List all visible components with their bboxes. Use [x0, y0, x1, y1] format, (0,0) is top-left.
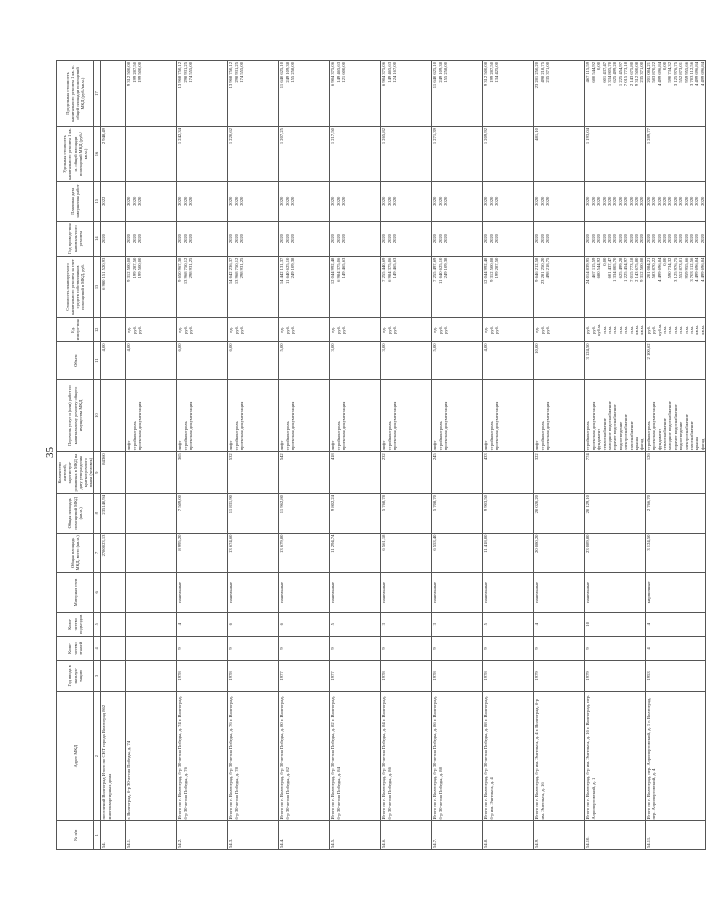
row-costs: 7 255 440,69 6 984 375,06 149 465,63	[381, 256, 432, 318]
row-residents: 433	[483, 452, 534, 494]
column-header: Плановая дата завершения работ	[57, 182, 94, 222]
row-unit-cost: 1 220,62	[228, 127, 279, 182]
row-entrances: 3	[381, 612, 432, 636]
row-end-dates: 2020 2020 2020	[483, 182, 534, 222]
row-costs: 201 084,21 583 870,22 4 499 696,84 0,00 590 734,32 3 125 976,75 552 873,01 959 955,66 3 703 112,56 4 499 696,84 4 499 696,84	[645, 256, 705, 318]
row-units: ед. руб. руб.	[177, 318, 228, 342]
row-works: лифт стройконтроль проектная документация	[228, 379, 279, 452]
row-units: ед. руб. руб.	[126, 318, 177, 342]
row-years: 2020 2020 2020	[432, 221, 483, 256]
row-limit-costs: 467 115,59 680 544,92 0,00 601 437,47 1 334 805,70 625 499,28 1 225 454,97 7 015 773,18 2 143 675,80 9 312 500,08 235 371,00	[585, 61, 645, 127]
row-total-area: 23 089,80	[585, 533, 645, 573]
row-end-dates: 2020 2020 2020 2020 2020 2020 2020 2020 2020 2020 2020	[585, 182, 645, 222]
row-year: 1978	[228, 661, 279, 692]
row-floors: 9	[177, 636, 228, 660]
row-residents: 542	[279, 452, 330, 494]
column-number: 7	[94, 533, 101, 573]
column-header: Год ввода в эксплуа-тацию	[57, 661, 94, 692]
row-floors	[126, 636, 177, 660]
row-works: стройконтроль проектная документация фундамент теплоснабжение холодное водоснабжение горячее водоснабжение водоотведение электроснабжение газоснабжение крыша фасад	[585, 379, 645, 452]
row-years: 2020 2020 2020	[534, 221, 585, 256]
row-volume: 2 100,62	[645, 342, 705, 379]
row-material	[126, 573, 177, 613]
table-row	[534, 61, 585, 850]
row-limit-costs: 13 968 750,12 298 931,25 174 555,00	[177, 61, 228, 127]
group-living-area: 235140,94	[101, 494, 126, 534]
column-number: 16	[94, 127, 101, 182]
row-living-area: 11 831,90	[228, 494, 279, 534]
row-unit-cost: 1 242,34	[177, 127, 228, 182]
row-units: ед. руб. руб.	[483, 318, 534, 342]
row-year: 1979	[585, 661, 645, 692]
table-row	[126, 61, 177, 850]
row-entrances: 6	[279, 612, 330, 636]
row-costs: 9 312 500,08 199 287,50 199 500,00	[126, 256, 177, 318]
row-units: ед. руб. руб.	[279, 318, 330, 342]
row-year: 1953	[645, 661, 705, 692]
column-header: Предельная стоимость капитального ремонта 1 кв. м. общей площади помещений МКД (руб./кв.м.)	[57, 61, 94, 127]
row-end-dates: 2020 2020 2020	[534, 182, 585, 222]
row-total-area	[126, 533, 177, 573]
row-total-area: 11 294,74	[330, 533, 381, 573]
row-end-dates: 2020 2020 2020	[432, 182, 483, 222]
row-costs: 14 442 131,37 11 640 625,10 249 109,38	[279, 256, 330, 318]
repair-plan-table	[56, 60, 706, 850]
row-works: стройконтроль проектная документация фундамент теплоснабжение холодное водоснабжение горячее водоснабжение водоотведение электроснабжение газоснабжение крыша фасад	[645, 379, 705, 452]
group-end: 2022	[101, 182, 126, 222]
row-entrances	[126, 612, 177, 636]
row-end-dates: 2020 2020 2020	[126, 182, 177, 222]
row-address: Итого по г. Волгоград, б-р 30-летия Победы, д. 74 г. Волгоград, б-р 30-летия Победы, д. 76	[177, 691, 228, 821]
row-num: 54.6.	[381, 821, 432, 850]
group-residents: 84360	[101, 452, 126, 494]
row-end-dates: 2020 2020 2020	[177, 182, 228, 222]
row-years: 2020 2020 2020	[483, 221, 534, 256]
row-limit-costs: 23 281 250,20 498 218,75 235 371,00	[534, 61, 585, 127]
row-unit-cost: 1 271,39	[432, 127, 483, 182]
row-years: 2020 2020 2020	[228, 221, 279, 256]
column-header: Перечень услуг и (или) работ по капитальному ремонту общего имущества МКД	[57, 379, 94, 452]
column-header: № п/п	[57, 821, 94, 850]
column-header: Ед. измере-ния	[57, 318, 94, 342]
group-year: 2020	[101, 221, 126, 256]
row-units: руб. руб. куб.м. п.м. п.м. п.м. п.м. п.м. п.м. кв.м. кв.м.	[645, 318, 705, 342]
row-unit-cost: 1 209,92	[483, 127, 534, 182]
row-limit-costs: 6 984 375,06 149 465,63 121 600,00	[330, 61, 381, 127]
row-num: 54.10.	[585, 821, 645, 850]
column-number: 6	[94, 573, 101, 613]
row-living-area: 20 020,20	[534, 494, 585, 534]
row-floors: 9	[279, 636, 330, 660]
row-residents: 365	[177, 452, 228, 494]
row-works: лифт стройконтроль проектная документация	[534, 379, 585, 452]
row-material: панельные	[585, 573, 645, 613]
row-volume: 3,00	[381, 342, 432, 379]
row-volume: 10,00	[534, 342, 585, 379]
row-units: ед. руб. руб.	[228, 318, 279, 342]
row-residents: 774	[585, 452, 645, 494]
group-address: поселений Волгоград Итого по СНТ города Волгоград 862 многоквартирных дома	[101, 691, 126, 821]
column-header: Год проведе-ния капиталь-ного ремонта	[57, 221, 94, 256]
row-num: 54.4.	[279, 821, 330, 850]
row-limit-costs: 9 312 500,08 199 287,50 134 425,00	[483, 61, 534, 127]
row-years: 2020 2020 2020	[381, 221, 432, 256]
row-address: Итого по г. Волгоград, б-р 30-летия Победы, д. 88 г. Волгоград, б-р им. Энгельса, д. 4	[483, 691, 534, 821]
row-num: 54.3.	[228, 821, 279, 850]
page-number: 35	[44, 447, 56, 458]
column-header: Удельная стоимость капитального ремонта 1 кв. м. общей площади помещений МКД (руб./кв.м.)	[57, 127, 94, 182]
row-residents	[126, 452, 177, 494]
group-num: 54.	[101, 821, 126, 850]
row-units: ед. руб. руб.	[534, 318, 585, 342]
row-address: Итого по г. Волгоград, б-р 30-летия Победы, д. 84 г. Волгоград, б-р 30-летия Победы, д. 86	[381, 691, 432, 821]
row-works: лифт стройконтроль проектная документация	[330, 379, 381, 452]
row-units: руб. руб. куб.м. п.м. п.м. п.м. п.м. п.м. п.м. кв.м. кв.м.	[585, 318, 645, 342]
column-number: 2	[94, 691, 101, 821]
row-entrances: 5	[330, 612, 381, 636]
row-entrances: 6	[228, 612, 279, 636]
row-costs: 24 014 839,95 467 115,59 680 544,92 0,00 601 437,47 1 334 805,70 625 499,28 1 225 454,97 7 015 773,18 2 143 675,80 9 312 500,08	[585, 256, 645, 318]
column-header: Коли-чество подъездов	[57, 612, 94, 636]
row-living-area: 9 903,50	[483, 494, 534, 534]
row-unit-cost	[126, 127, 177, 182]
row-address: Итого по г. Волгоград, б-р 30-летия Победы, д. 82 г. Волгоград, б-р 30-летия Победы, д. 84	[330, 691, 381, 821]
row-residents: 532	[228, 452, 279, 494]
group-total-area: 2780023,13	[101, 533, 126, 573]
row-year: 1978	[381, 661, 432, 692]
row-end-dates: 2020 2020 2020	[330, 182, 381, 222]
row-residents: 126	[645, 452, 705, 494]
column-header: Стоимость планируемого капитального ремонта за счет средств собственников помещений в МКД, руб.	[57, 256, 94, 318]
table-row	[381, 61, 432, 850]
row-years: 2020 2020 2020	[330, 221, 381, 256]
table-row	[432, 61, 483, 850]
row-costs: 12 044 992,48 9 312 500,08 199 287,50	[483, 256, 534, 318]
row-floors: 9	[432, 636, 483, 660]
column-number: 5	[94, 612, 101, 636]
row-num: 54.2.	[177, 821, 228, 850]
column-number: 12	[94, 318, 101, 342]
row-floors: 9	[330, 636, 381, 660]
row-end-dates: 2020 2020 2020	[279, 182, 330, 222]
group-volume: 4,00	[101, 342, 126, 379]
column-header: Материал стен	[57, 573, 94, 613]
row-units: ед. руб. руб.	[432, 318, 483, 342]
row-residents: 245	[432, 452, 483, 494]
row-year	[126, 661, 177, 692]
row-volume: 5,00	[279, 342, 330, 379]
column-number: 11	[94, 342, 101, 379]
row-units: ед. руб. руб.	[381, 318, 432, 342]
row-material: панельные	[177, 573, 228, 613]
row-living-area: 7 509,00	[177, 494, 228, 534]
row-volume: 6,00	[177, 342, 228, 379]
row-works: лифт стройконтроль проектная документация	[483, 379, 534, 452]
row-floors: 4	[645, 636, 705, 660]
column-number-row	[94, 61, 101, 850]
row-unit-cost: 1 289,77	[645, 127, 705, 182]
header-row	[57, 61, 94, 850]
row-volume: 5,00	[432, 342, 483, 379]
row-year: 1977	[279, 661, 330, 692]
row-material: панельные	[228, 573, 279, 613]
table-row	[279, 61, 330, 850]
row-costs: 12 044 992,48 6 984 375,06 149 465,63	[330, 256, 381, 318]
row-num: 54.7.	[432, 821, 483, 850]
row-works: лифт стройконтроль проектная документация	[177, 379, 228, 452]
table-row	[177, 61, 228, 850]
row-units: ед. руб. руб.	[330, 318, 381, 342]
column-header: Коли-чество этажей	[57, 636, 94, 660]
row-year: 1977	[330, 661, 381, 692]
column-header: Общая площадь помещений МКД (кв.м.)	[57, 494, 94, 534]
row-num: 54.8.	[483, 821, 534, 850]
column-header: Объем	[57, 342, 94, 379]
row-num: 54.11.	[645, 821, 705, 850]
row-residents: 232	[381, 452, 432, 494]
column-number: 13	[94, 256, 101, 318]
column-number: 1	[94, 821, 101, 850]
row-volume: 6,00	[228, 342, 279, 379]
row-volume: 3 124,50	[585, 342, 645, 379]
row-works: лифт стройконтроль проектная документация	[381, 379, 432, 452]
row-material: панельные	[381, 573, 432, 613]
row-total-area: 13 679,80	[279, 533, 330, 573]
row-end-dates: 2020 2020 2020	[381, 182, 432, 222]
row-floors: 9	[228, 636, 279, 660]
row-end-dates: 2020 2020 2020 2020 2020 2020 2020 2020 2020 2020 2020	[645, 182, 705, 222]
column-number: 17	[94, 61, 101, 127]
row-num: 54.9.	[534, 821, 585, 850]
row-years: 2020 2020 2020	[279, 221, 330, 256]
row-num: 54.1.	[126, 821, 177, 850]
row-limit-costs: 13 968 750,12 298 931,25 174 555,00	[228, 61, 279, 127]
row-floors: 9	[585, 636, 645, 660]
row-entrances: 3	[432, 612, 483, 636]
row-address: Итого по г. Волгоград, б-р им. Энгельса, д. 16 г. Волгоград, пер. Аэропортовский, д. 1	[585, 691, 645, 821]
row-limit-costs: 11 640 625,10 249 109,38 155 258,00	[279, 61, 330, 127]
row-living-area	[126, 494, 177, 534]
table-row	[645, 61, 705, 850]
row-unit-cost: 1 265,82	[381, 127, 432, 182]
row-num: 54.5.	[330, 821, 381, 850]
row-year: 1978	[177, 661, 228, 692]
row-years: 2020 2020 2020 2020 2020 2020 2020 2020 2020 2020 2020	[585, 221, 645, 256]
table-row	[483, 61, 534, 850]
table-row	[585, 61, 645, 850]
table-row	[228, 61, 279, 850]
group-cost: 6 980 151 520,93	[101, 256, 126, 318]
row-total-area: 20 080,20	[534, 533, 585, 573]
row-address: г. Волгоград, б-р 30-летия Победы, д. 74	[126, 691, 177, 821]
row-total-area: 13 674,60	[228, 533, 279, 573]
row-floors: 9	[381, 636, 432, 660]
row-costs: 14 642 236,37 13 968 750,12 298 931,25	[228, 256, 279, 318]
row-entrances: 4	[645, 612, 705, 636]
column-number: 3	[94, 661, 101, 692]
row-address: Итого по г. Волгоград, б-р им. Энгельса, д. 4 г. Волгоград, б-р им. Энгельса, д. 16	[534, 691, 585, 821]
row-entrances: 4	[177, 612, 228, 636]
row-works: лифт стройконтроль проектная документация	[279, 379, 330, 452]
row-years: 2020 2020 2020	[177, 221, 228, 256]
row-floors: 9	[534, 636, 585, 660]
column-number: 8	[94, 494, 101, 534]
row-unit-cost: 481,10	[534, 127, 585, 182]
row-limit-costs: 9 312 500,08 199 287,50 199 500,00	[126, 61, 177, 127]
row-costs: 9 650 967,38 13 968 750,12 298 931,25	[177, 256, 228, 318]
row-material: панельные	[483, 573, 534, 613]
row-works: лифт стройконтроль проектная документация	[432, 379, 483, 452]
group-row	[101, 61, 126, 850]
row-living-area: 5 708,70	[432, 494, 483, 534]
column-header: Общая площадь МКД, всего (кв.м.)	[57, 533, 94, 573]
row-costs: 7 255 497,69 11 640 625,10 249 109,38	[432, 256, 483, 318]
column-number: 15	[94, 182, 101, 222]
row-works: лифт стройконтроль проектная документация	[126, 379, 177, 452]
row-total-area: 6 553,40	[432, 533, 483, 573]
row-unit-cost: 1 207,25	[279, 127, 330, 182]
row-year: 1979	[534, 661, 585, 692]
row-address: Итого по г. Волгоград, б-р 30-летия Победы, д. 80 г. Волгоград, б-р 30-летия Победы, д. 82	[279, 691, 330, 821]
row-residents: 322	[534, 452, 585, 494]
row-limit-costs: 11 640 625,10 249 109,38 155 258,00	[432, 61, 483, 127]
row-material: панельные	[432, 573, 483, 613]
row-end-dates: 2020 2020 2020	[228, 182, 279, 222]
column-number: 14	[94, 221, 101, 256]
column-header: Количество жителей, зарегистри-рованных в МКД на дату утверждения краткосрочного плана (человек)	[57, 452, 94, 494]
row-unit-cost: 1 217,50	[330, 127, 381, 182]
table-row	[330, 61, 381, 850]
row-material: панельные	[534, 573, 585, 613]
row-year: 1978	[432, 661, 483, 692]
row-volume: 3,00	[330, 342, 381, 379]
row-address: Итого по г. Волгоград, пер. Аэропортовский, д. 1 г. Волгоград, пер. Аэропортовский, д. 4	[645, 691, 705, 821]
column-number: 4	[94, 636, 101, 660]
row-material: кирпичные	[645, 573, 705, 613]
row-limit-costs: 201 084,21 583 870,22 4 499 696,84 0,00 590 734,32 3 125 976,75 552 873,01 959 955,66 3 703 112,56 4 499 696,84 4 499 696,84	[645, 61, 705, 127]
row-total-area: 3 124,50	[645, 533, 705, 573]
row-volume: 4,00	[126, 342, 177, 379]
row-years: 2020 2020 2020 2020 2020 2020 2020 2020 2020 2020 2020	[645, 221, 705, 256]
row-living-area: 2 766,70	[645, 494, 705, 534]
group-unit-cost: 2 948,49	[101, 127, 126, 182]
row-unit-cost: 1 193,04	[585, 127, 645, 182]
row-address: Итого по г. Волгоград, б-р 30-летия Победы, д. 76 г. Волгоград, б-р 30-летия Победы, д. 78	[228, 691, 279, 821]
row-floors: 9	[483, 636, 534, 660]
row-limit-costs: 6 984 375,06 149 465,63 124 167,00	[381, 61, 432, 127]
row-residents: 418	[330, 452, 381, 494]
row-living-area: 20 129,10	[585, 494, 645, 534]
row-entrances: 4	[534, 612, 585, 636]
row-material: панельные	[279, 573, 330, 613]
row-address: Итого по г. Волгоград, б-р 30-летия Победы, д. 86 г. Волгоград, б-р 30-летия Победы, д. 88	[432, 691, 483, 821]
row-living-area: 5 768,78	[381, 494, 432, 534]
row-year: 1978	[483, 661, 534, 692]
row-material: панельные	[330, 573, 381, 613]
row-volume: 4,00	[483, 342, 534, 379]
column-header: Адрес МКД	[57, 691, 94, 821]
row-years: 2020 2020 2020	[126, 221, 177, 256]
row-costs: 9 646 212,58 23 281 250,20 498 218,75	[534, 256, 585, 318]
row-living-area: 11 962,80	[279, 494, 330, 534]
row-total-area: 8 995,20	[177, 533, 228, 573]
column-number: 9	[94, 452, 101, 494]
row-entrances: 5	[483, 612, 534, 636]
row-total-area: 6 561,18	[381, 533, 432, 573]
row-living-area: 9 802,24	[330, 494, 381, 534]
row-entrances: 10	[585, 612, 645, 636]
row-total-area: 11 418,00	[483, 533, 534, 573]
column-number: 10	[94, 379, 101, 452]
